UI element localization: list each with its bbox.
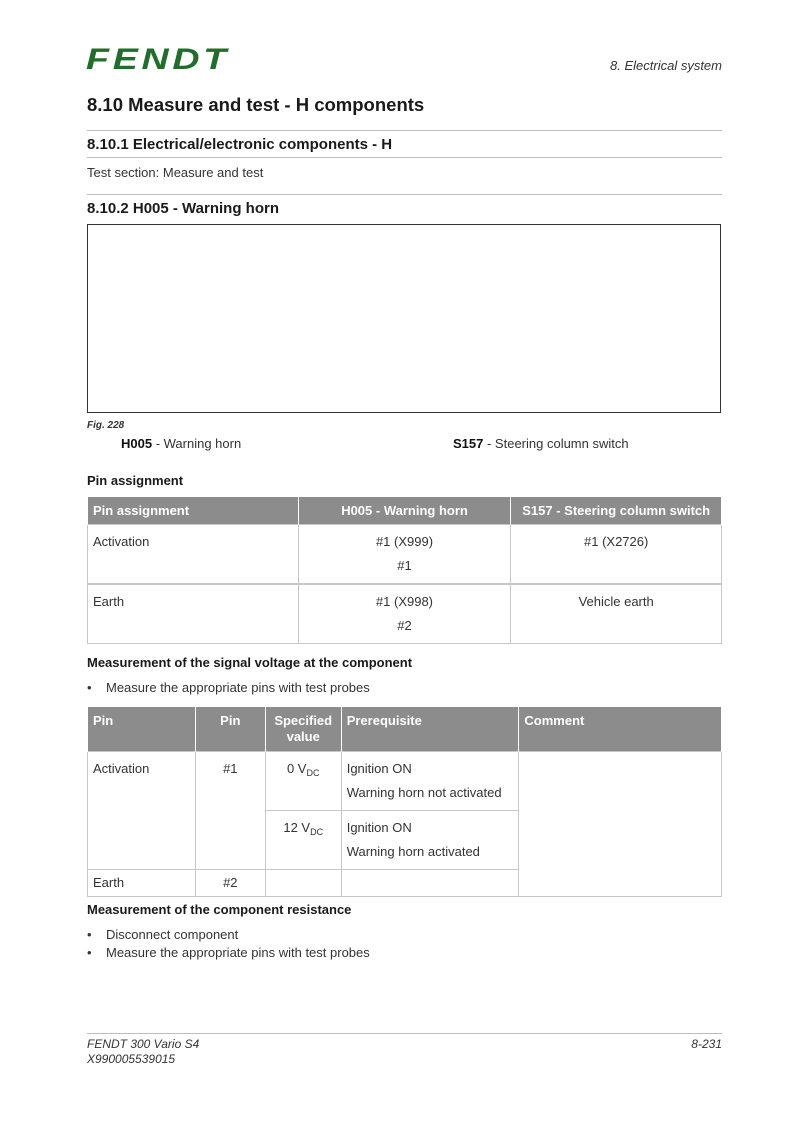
divider xyxy=(87,130,722,131)
footer-model: FENDT 300 Vario S4 xyxy=(87,1037,200,1051)
value-subscript: DC xyxy=(306,768,320,778)
bullet-dot: • xyxy=(87,927,92,942)
cell-line: Ignition ON xyxy=(346,761,412,776)
main-heading: 8.10 Measure and test - H components xyxy=(87,94,425,115)
bullet-item xyxy=(87,927,238,942)
pin-assignment-table xyxy=(87,496,722,584)
value-text: 12 V xyxy=(283,820,311,835)
legend-text: - Steering column switch xyxy=(483,436,629,451)
legend-code: H005 xyxy=(121,436,153,451)
column-header: Pin xyxy=(88,707,196,752)
s157-cell: #1 (X2726) xyxy=(511,525,722,584)
table-header-row xyxy=(88,497,722,525)
page-number: 8-231 xyxy=(691,1037,722,1051)
legend-code: S157 xyxy=(453,436,484,451)
divider xyxy=(87,157,722,158)
legend-h005 xyxy=(121,436,241,451)
signal-voltage-title: Measurement of the signal voltage at the component xyxy=(87,655,413,670)
sub-heading-electrical: 8.10.1 Electrical/electronic components - H xyxy=(87,136,393,153)
pin-name-cell: Activation xyxy=(88,752,196,870)
cell-line: #1 (X999) xyxy=(375,534,434,549)
column-header: Prerequisite xyxy=(341,707,519,752)
specified-value-cell xyxy=(265,870,341,897)
column-header: S157 - Steering column switch xyxy=(511,497,722,525)
prerequisite-cell xyxy=(341,870,519,897)
footer-doc-number: X990005539015 xyxy=(87,1052,176,1066)
row-label: Earth xyxy=(88,585,299,644)
specified-value-cell xyxy=(265,811,341,870)
prerequisite-cell xyxy=(341,752,519,811)
bullet-item xyxy=(87,945,370,960)
cell-line: Ignition ON xyxy=(346,820,412,835)
bullet-dot: • xyxy=(87,945,92,960)
pin-assignment-table-continued xyxy=(87,584,722,644)
legend-s157 xyxy=(453,436,629,451)
cell-line: Warning horn not activated xyxy=(346,785,502,800)
bullet-item xyxy=(87,680,370,695)
pin-number-cell: #1 xyxy=(195,752,265,870)
bullet-text: Measure the appropriate pins with test probes xyxy=(106,945,370,960)
table-row xyxy=(88,585,722,644)
sub-heading-warning-horn: 8.10.2 H005 - Warning horn xyxy=(87,200,279,217)
prerequisite-cell xyxy=(341,811,519,870)
logo-text: FENDT xyxy=(86,44,230,72)
bullet-text: Disconnect component xyxy=(106,927,239,942)
cell-line: #1 xyxy=(397,558,412,573)
fendt-logo xyxy=(86,44,232,72)
h005-cell xyxy=(298,585,511,644)
signal-voltage-table xyxy=(87,706,722,897)
column-header: Specified value xyxy=(265,707,341,752)
pin-assignment-title: Pin assignment xyxy=(87,473,184,488)
footer-left xyxy=(87,1037,199,1067)
column-header: H005 - Warning horn xyxy=(298,497,511,525)
specified-value-cell xyxy=(265,752,341,811)
footer-divider xyxy=(87,1033,722,1034)
bullet-dot: • xyxy=(87,680,92,695)
test-section-text: Test section: Measure and test xyxy=(87,165,264,180)
column-header: Pin xyxy=(195,707,265,752)
value-text: 0 V xyxy=(286,761,307,776)
resistance-title: Measurement of the component resistance xyxy=(87,902,352,917)
cell-line: Warning horn activated xyxy=(346,844,480,859)
bullet-text: Measure the appropriate pins with test probes xyxy=(106,680,370,695)
h005-cell xyxy=(298,525,511,584)
section-header: 8. Electrical system xyxy=(610,58,722,73)
figure-label: Fig. 228 xyxy=(87,420,125,431)
pin-number-cell: #2 xyxy=(195,870,265,897)
column-header: Comment xyxy=(519,707,722,752)
cell-line: #2 xyxy=(397,618,412,633)
row-label: Activation xyxy=(88,525,299,584)
figure-frame xyxy=(87,224,721,413)
column-header: Pin assignment xyxy=(88,497,299,525)
divider xyxy=(87,194,722,195)
table-header-row xyxy=(88,707,722,752)
comment-cell xyxy=(519,752,722,897)
value-subscript: DC xyxy=(310,827,324,837)
table-row xyxy=(88,525,722,584)
legend-text: - Warning horn xyxy=(152,436,242,451)
table-row xyxy=(88,752,722,811)
pin-name-cell: Earth xyxy=(88,870,196,897)
cell-line: #1 (X998) xyxy=(375,594,434,609)
s157-cell: Vehicle earth xyxy=(511,585,722,644)
